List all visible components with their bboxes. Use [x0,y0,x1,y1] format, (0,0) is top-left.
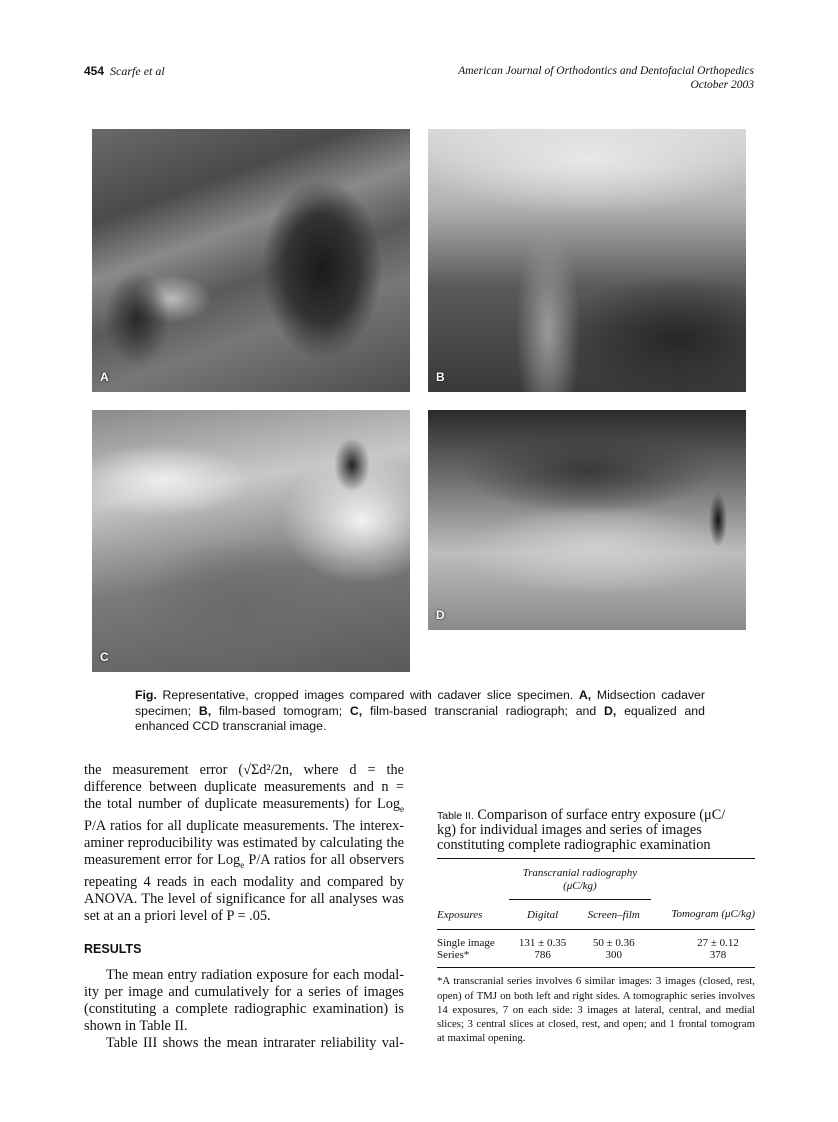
text-span: measurement error for Log [84,852,241,869]
table-caption [437,808,755,852]
text-line: Table III shows the mean intrarater reliability val- [106,1035,404,1052]
cell: 27 ± 0.12 [697,937,739,950]
text-line: the measurement error (√Σd²/2n, where d = the [84,762,404,778]
figure-panel-d [428,410,746,630]
text-line: shown in Table II. [84,1017,188,1034]
cell: 378 [709,949,727,962]
table-ii [437,808,755,1045]
figure-caption [135,688,705,735]
text-span: P/A ratios for all observers [244,852,405,869]
panel-label: B [436,370,445,384]
text-line: difference between duplicate measurements and n = [84,779,404,796]
panel-label: A [100,370,109,384]
caption-text: equalized and enhanced CCD transcranial image. [135,703,705,733]
left-column [84,762,404,1052]
running-header-left [84,64,165,79]
caption-key: A, [578,688,592,702]
text-line: aminer reproducibility was estimated by calculating the [84,835,404,852]
table-row [437,949,755,968]
running-header-right [458,64,754,92]
panel-label: D [436,608,445,622]
column-header: Tomogram (μC/kg) [671,908,755,921]
text-line: repeating 4 reads in each modality and compared by [84,874,404,891]
cell: 786 [534,949,551,962]
text-line: set at an a priori level of P = .05. [84,908,271,925]
caption-text: film-based tomogram; [211,703,350,718]
issue-date: October 2003 [690,79,754,91]
section-heading-results: RESULTS [84,941,142,956]
caption-key: B, [198,703,212,718]
caption-text: Representative, cropped images compared with cadaver slice specimen. [156,688,579,702]
group-header-title: Transcranial radiography [522,866,638,879]
figure-panel-a [92,129,410,392]
text-line: The mean entry radiation exposure for each modal- [106,966,404,983]
table-row [437,930,755,950]
cell: 300 [605,949,622,962]
column-header: Screen–film [587,908,640,921]
table-title-line: constituting complete radiographic examination [437,836,711,853]
figure-panel-b [428,129,746,392]
caption-text: Midsection cadaver specimen; [135,688,705,718]
text-line [84,796,404,818]
figure-panel-c [92,410,410,672]
caption-key: D, [604,703,617,718]
table-title-line: Comparison of surface entry exposure (μC/ [477,807,726,823]
table-title-line: kg) for individual images and series of images [437,822,702,839]
data-table [437,858,755,969]
table-footnote: *A transcranial series involves 6 similar images: 3 images (closed, rest, open) of TMJ on both left and right sides. A tomographic series involves 14 exposures, 7 on each side: 3 images at lateral, central, and medial slices; 3 central slices at closed, rest, and open; and 1 frontal tomogram at maximal opening. [437,975,755,1045]
text-line: ANOVA. The level of significance for all analyses was [84,891,404,908]
column-header: Exposures [437,909,483,922]
text-line: (constituting a complete radiographic examination) is [84,1000,404,1017]
text-line: ity per image and cumulatively for a series of images [84,983,404,1000]
text-line [84,852,404,874]
cell: Single image [437,937,495,950]
page-number: 454 [84,64,105,78]
panel-label: C [100,650,109,664]
cell: 50 ± 0.36 [592,937,635,950]
subscript: e [240,860,245,871]
cell: 131 ± 0.35 [518,937,567,950]
table-label: Table II. [437,810,474,822]
cell: Series* [437,949,470,962]
authors: Scarfe et al [110,64,165,78]
text-line: P/A ratios for all duplicate measurements. The interex- [84,818,404,835]
journal-name: American Journal of Orthodontics and Dentofacial Orthopedics [458,65,754,77]
subscript: e [400,804,404,815]
group-header [509,867,651,900]
caption-text: film-based transcranial radiograph; and [362,703,604,718]
text-span: the total number of duplicate measurements) for Log [84,796,400,813]
group-header-unit: (μC/kg) [563,879,597,892]
caption-prefix: Fig. [135,688,157,702]
caption-key: C, [349,703,363,718]
column-header: Digital [526,908,559,921]
